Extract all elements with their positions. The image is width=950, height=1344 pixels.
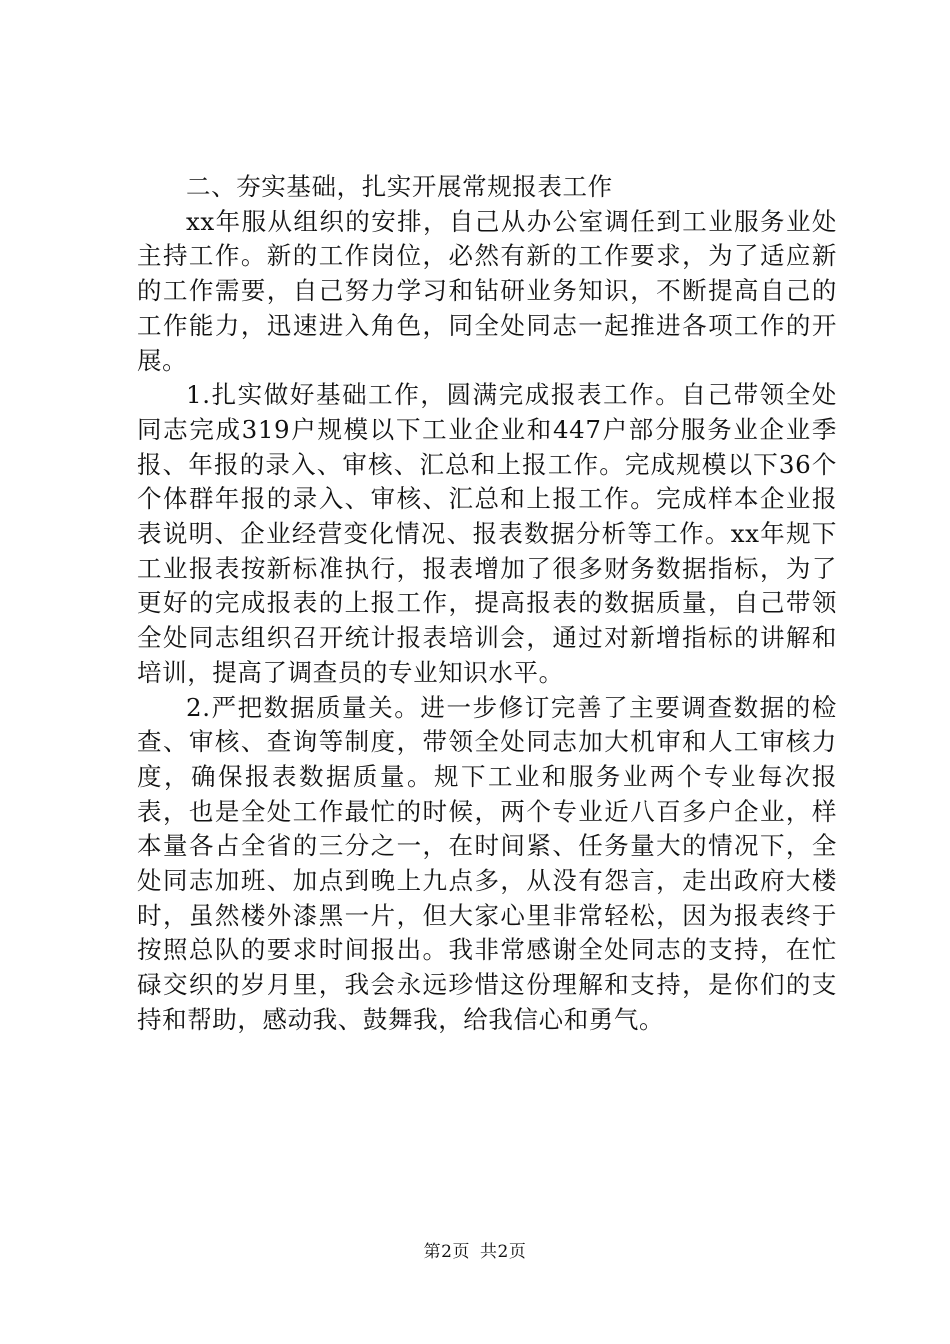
paragraph-item-1: 1.扎实做好基础工作，圆满完成报表工作。自己带领全处同志完成319户规模以下工业企业和447户部分服务业企业季报、年报的录入、审核、汇总和上报工作。完成规模以下36个个体群年报的录入、审核、汇总和上报工作。完成样本企业报表说明、企业经营变化情况、报表数据分析等工作。xx年规下工业报表按新标准执行，报表增加了很多财务数据指标，为了更好的完成报表的上报工作，提高报表的数据质量，自己带领全处同志组织召开统计报表培训会，通过对新增指标的讲解和培训，提高了调查员的专业知识水平。 (137, 380, 837, 687)
paragraph-item-2: 2.严把数据质量关。进一步修订完善了主要调查数据的检查、审核、查询等制度，带领全处同志加大机审和人工审核力度，确保报表数据质量。规下工业和服务业两个专业每次报表，也是全处工作最忙的时候，两个专业近八百多户企业，样本量各占全省的三分之一，在时间紧、任务量大的情况下，全处同志加班、加点到晚上九点多，从没有怨言，走出政府大楼时，虽然楼外漆黑一片，但大家心里非常轻松，因为报表终于按照总队的要求时间报出。我非常感谢全处同志的支持，在忙碌交织的岁月里，我会永远珍惜这份理解和支持，是你们的支持和帮助，感动我、鼓舞我，给我信心和勇气。 (137, 692, 837, 1034)
paragraph-intro: xx年服从组织的安排，自己从办公室调任到工业服务业处主持工作。新的工作岗位，必然有新的工作要求，为了适应新的工作需要，自己努力学习和钻研业务知识，不断提高自己的工作能力，迅速进入角色，同全处同志一起推进各项工作的开展。 (137, 206, 837, 375)
document-body (137, 170, 837, 1038)
page-total: 共2页 (480, 1242, 527, 1262)
page-footer (0, 1240, 950, 1264)
page-number: 第2页 (423, 1242, 470, 1262)
section-heading: 二、夯实基础，扎实开展常规报表工作 (186, 172, 613, 201)
